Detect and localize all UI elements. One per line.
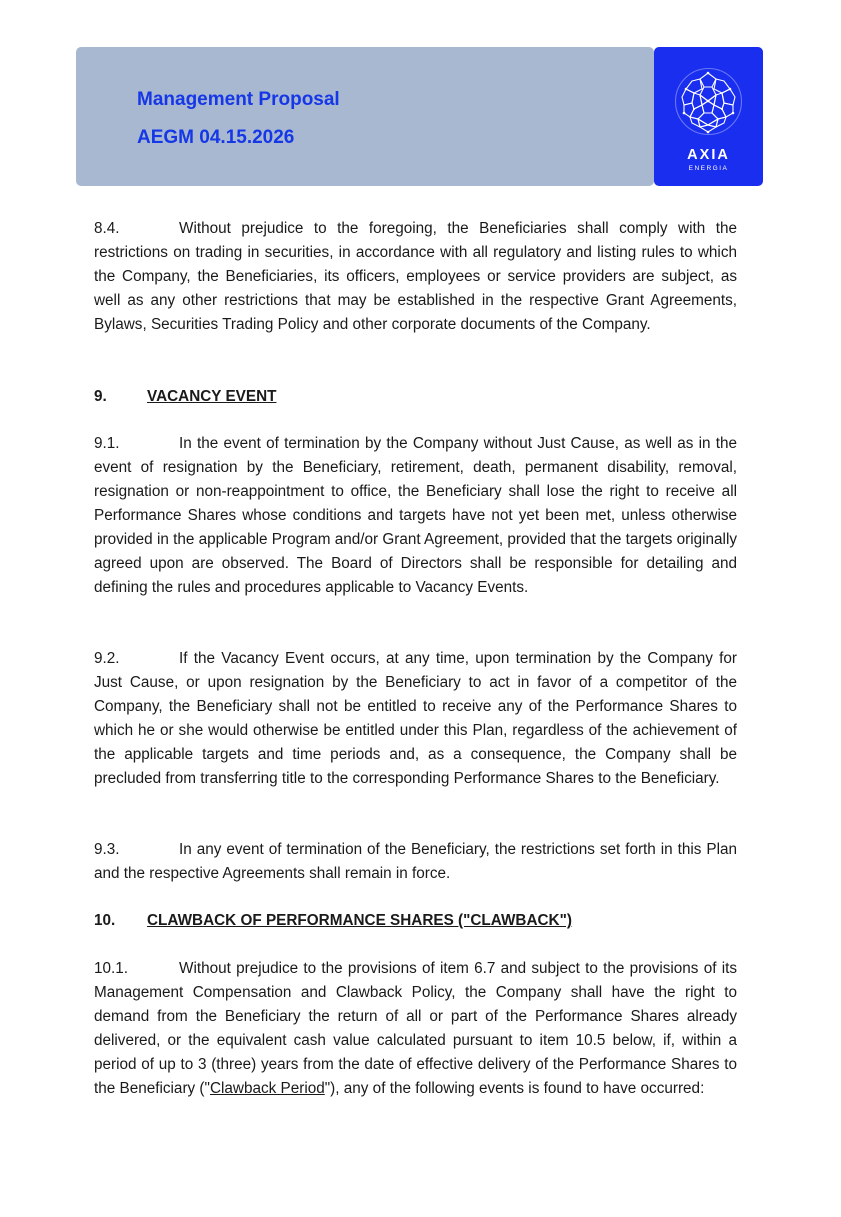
meeting-label: AEGM 04.15.2026: [137, 127, 295, 148]
clause-number: 8.4.: [94, 220, 120, 237]
globe-icon: [672, 65, 745, 138]
defined-term: Clawback Period: [209, 1080, 325, 1097]
section-number: 9.: [94, 388, 107, 405]
header-band: [76, 47, 654, 186]
clause-number: 9.2.: [94, 650, 120, 667]
clause-9-2: [94, 647, 737, 791]
section-title: CLAWBACK OF PERFORMANCE SHARES ("CLAWBACK"): [147, 912, 572, 929]
clause-number: 9.3.: [94, 841, 120, 858]
clause-text: If the Vacancy Event occurs, at any time, upon termination by the Company for Just Cause, or upon resignation by the Beneficiary to act in favor of a competitor of the Company, the Beneficiary shall not be entitled to receive any of the Performance Shares to which he or she would otherwise be entitled under this Plan, regardless of the achievement of the applicable targets and time periods and, as a consequence, the Company shall be precluded from transferring title to the corresponding Performance Shares to the Beneficiary.: [94, 650, 737, 787]
clause-text: In any event of termination of the Beneficiary, the restrictions set forth in this Plan and the respective Agreements shall remain in force.: [94, 841, 737, 882]
section-9-heading: [94, 385, 276, 409]
clause-text: Without prejudice to the foregoing, the Beneficiaries shall comply with the restrictions on trading in securities, in accordance with all regulatory and listing rules to which the Company, the Beneficiaries, its officers, employees or service providers are subject, as well as any other restrictions that may be established in the respective Grant Agreements, Bylaws, Securities Trading Policy and other corporate documents of the Company.: [94, 220, 737, 333]
section-number: 10.: [94, 912, 116, 929]
clause-number: 9.1.: [94, 435, 120, 452]
clause-text-after: "), any of the following events is found to have occurred:: [324, 1080, 705, 1097]
clause-text: In the event of termination by the Company without Just Cause, as well as in the event of resignation by the Beneficiary, retirement, death, permanent disability, removal, resignation or non-reappointment to office, the Beneficiary shall lose the right to receive all Performance Shares whose conditions and targets have not yet been met, unless otherwise provided in the applicable Program and/or Grant Agreement, provided that the targets originally agreed upon are observed. The Board of Directors shall be responsible for detailing and defining the rules and procedures applicable to Vacancy Events.: [94, 435, 737, 596]
document-title: Management Proposal: [137, 89, 340, 110]
logo-subtitle: ENERGIA: [688, 165, 729, 172]
clause-text-before: Without prejudice to the provisions of item 6.7 and subject to the provisions of its Management Compensation and Clawback Policy, the Company shall have the right to demand from the Beneficiary the return of all or part of the Performance Shares already delivered, or the equivalent cash value calculated pursuant to item 10.5 below, if, within a period of up to 3 (three) years from the date of effective delivery of the Performance Shares to the Beneficiary (": [94, 960, 737, 1097]
section-title: VACANCY EVENT: [147, 388, 277, 405]
section-10-heading: [94, 909, 572, 933]
logo-wordmark: AXIA: [687, 147, 730, 163]
clause-9-1: [94, 432, 737, 600]
company-logo: [654, 47, 763, 186]
clause-number: 10.1.: [94, 960, 129, 977]
clause-10-1: [94, 957, 737, 1101]
clause-8-4: [94, 217, 737, 337]
clause-9-3: [94, 838, 737, 886]
